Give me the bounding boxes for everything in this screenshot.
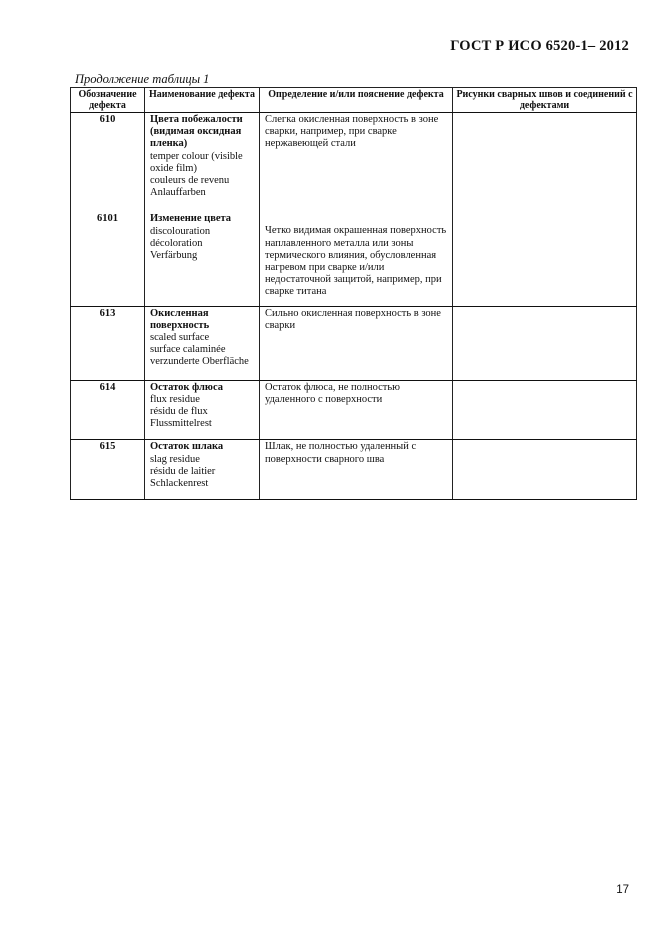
defect-name-de: Flussmittelrest [150,418,212,430]
defect-name-fr: résidu de flux [150,406,208,418]
defect-name-fr: résidu de laitier [150,465,216,477]
defect-name-ru: Остаток флюса [150,381,223,393]
defect-definition: Шлак, не полностью удаленный с поверхности сварного шва [260,440,453,500]
defect-name-fr: couleurs de revenu [150,175,230,187]
defect-name-fr: surface calaminée [150,344,226,356]
defect-code: 614 [71,380,145,440]
defect-code: 615 [71,440,145,500]
defect-figure [453,380,637,440]
defect-name [145,212,260,306]
table-row [71,306,637,380]
defect-name-ru: Остаток шлака [150,441,224,453]
defect-definition-text: Четко видимая окрашенная поверхность наплавленного металла или зоны термического влияния, обусловленная нагревом при сварке и/или недостаточной защитой, например, при сварке титана [265,225,447,298]
defect-code: 6101 [71,212,145,306]
defect-definition [260,212,453,306]
defect-name [145,440,260,500]
table-row [71,380,637,440]
defect-name-de: verzunderte Oberfläche [150,356,249,368]
table-row [71,212,637,306]
defect-code: 613 [71,306,145,380]
table-row [71,440,637,500]
column-header-code: Обозначение дефекта [71,88,145,113]
defect-name [145,306,260,380]
defect-code: 610 [71,113,145,213]
defect-figure [453,212,637,306]
defect-name-ru: Окисленная поверхность [150,307,210,331]
defect-name-en: scaled surface [150,332,210,344]
column-header-definition: Определение и/или пояснение дефекта [260,88,453,113]
table-header-row [71,88,637,113]
table-row [71,113,637,213]
defect-name [145,113,260,213]
table-caption: Продолжение таблицы 1 [75,72,210,86]
defect-name-de: Schlackenrest [150,478,209,490]
defect-definition: Остаток флюса, не полностью удаленного с поверхности [260,380,453,440]
defect-name-en: temper colour (visible oxide film) [150,150,243,174]
defect-name-ru: Изменение цвета [150,213,232,225]
defect-name-ru: Цвета побежалости (видимая оксидная пленка) [150,114,243,150]
defect-name-de: Anlauffarben [150,187,206,199]
defect-name [145,380,260,440]
column-header-name: Наименование дефекта [145,88,260,113]
defect-definition: Слегка окисленная поверхность в зоне сварки, например, при сварке нержавеющей стали [260,113,453,213]
page-number: 17 [616,884,629,896]
defect-name-de: Verfärbung [150,250,198,262]
column-header-figures: Рисунки сварных швов и соединений с дефектами [453,88,637,113]
standard-header: ГОСТ Р ИСО 6520-1– 2012 [450,38,629,54]
defect-name-fr: décoloration [150,237,203,249]
defect-name-en: flux residue [150,393,200,405]
defects-table [70,87,637,500]
defect-name-en: slag residue [150,453,200,465]
defect-figure [453,306,637,380]
defect-figure [453,113,637,213]
defect-figure [453,440,637,500]
defect-definition: Сильно окисленная поверхность в зоне сварки [260,306,453,380]
defect-name-en: discolouration [150,225,211,237]
